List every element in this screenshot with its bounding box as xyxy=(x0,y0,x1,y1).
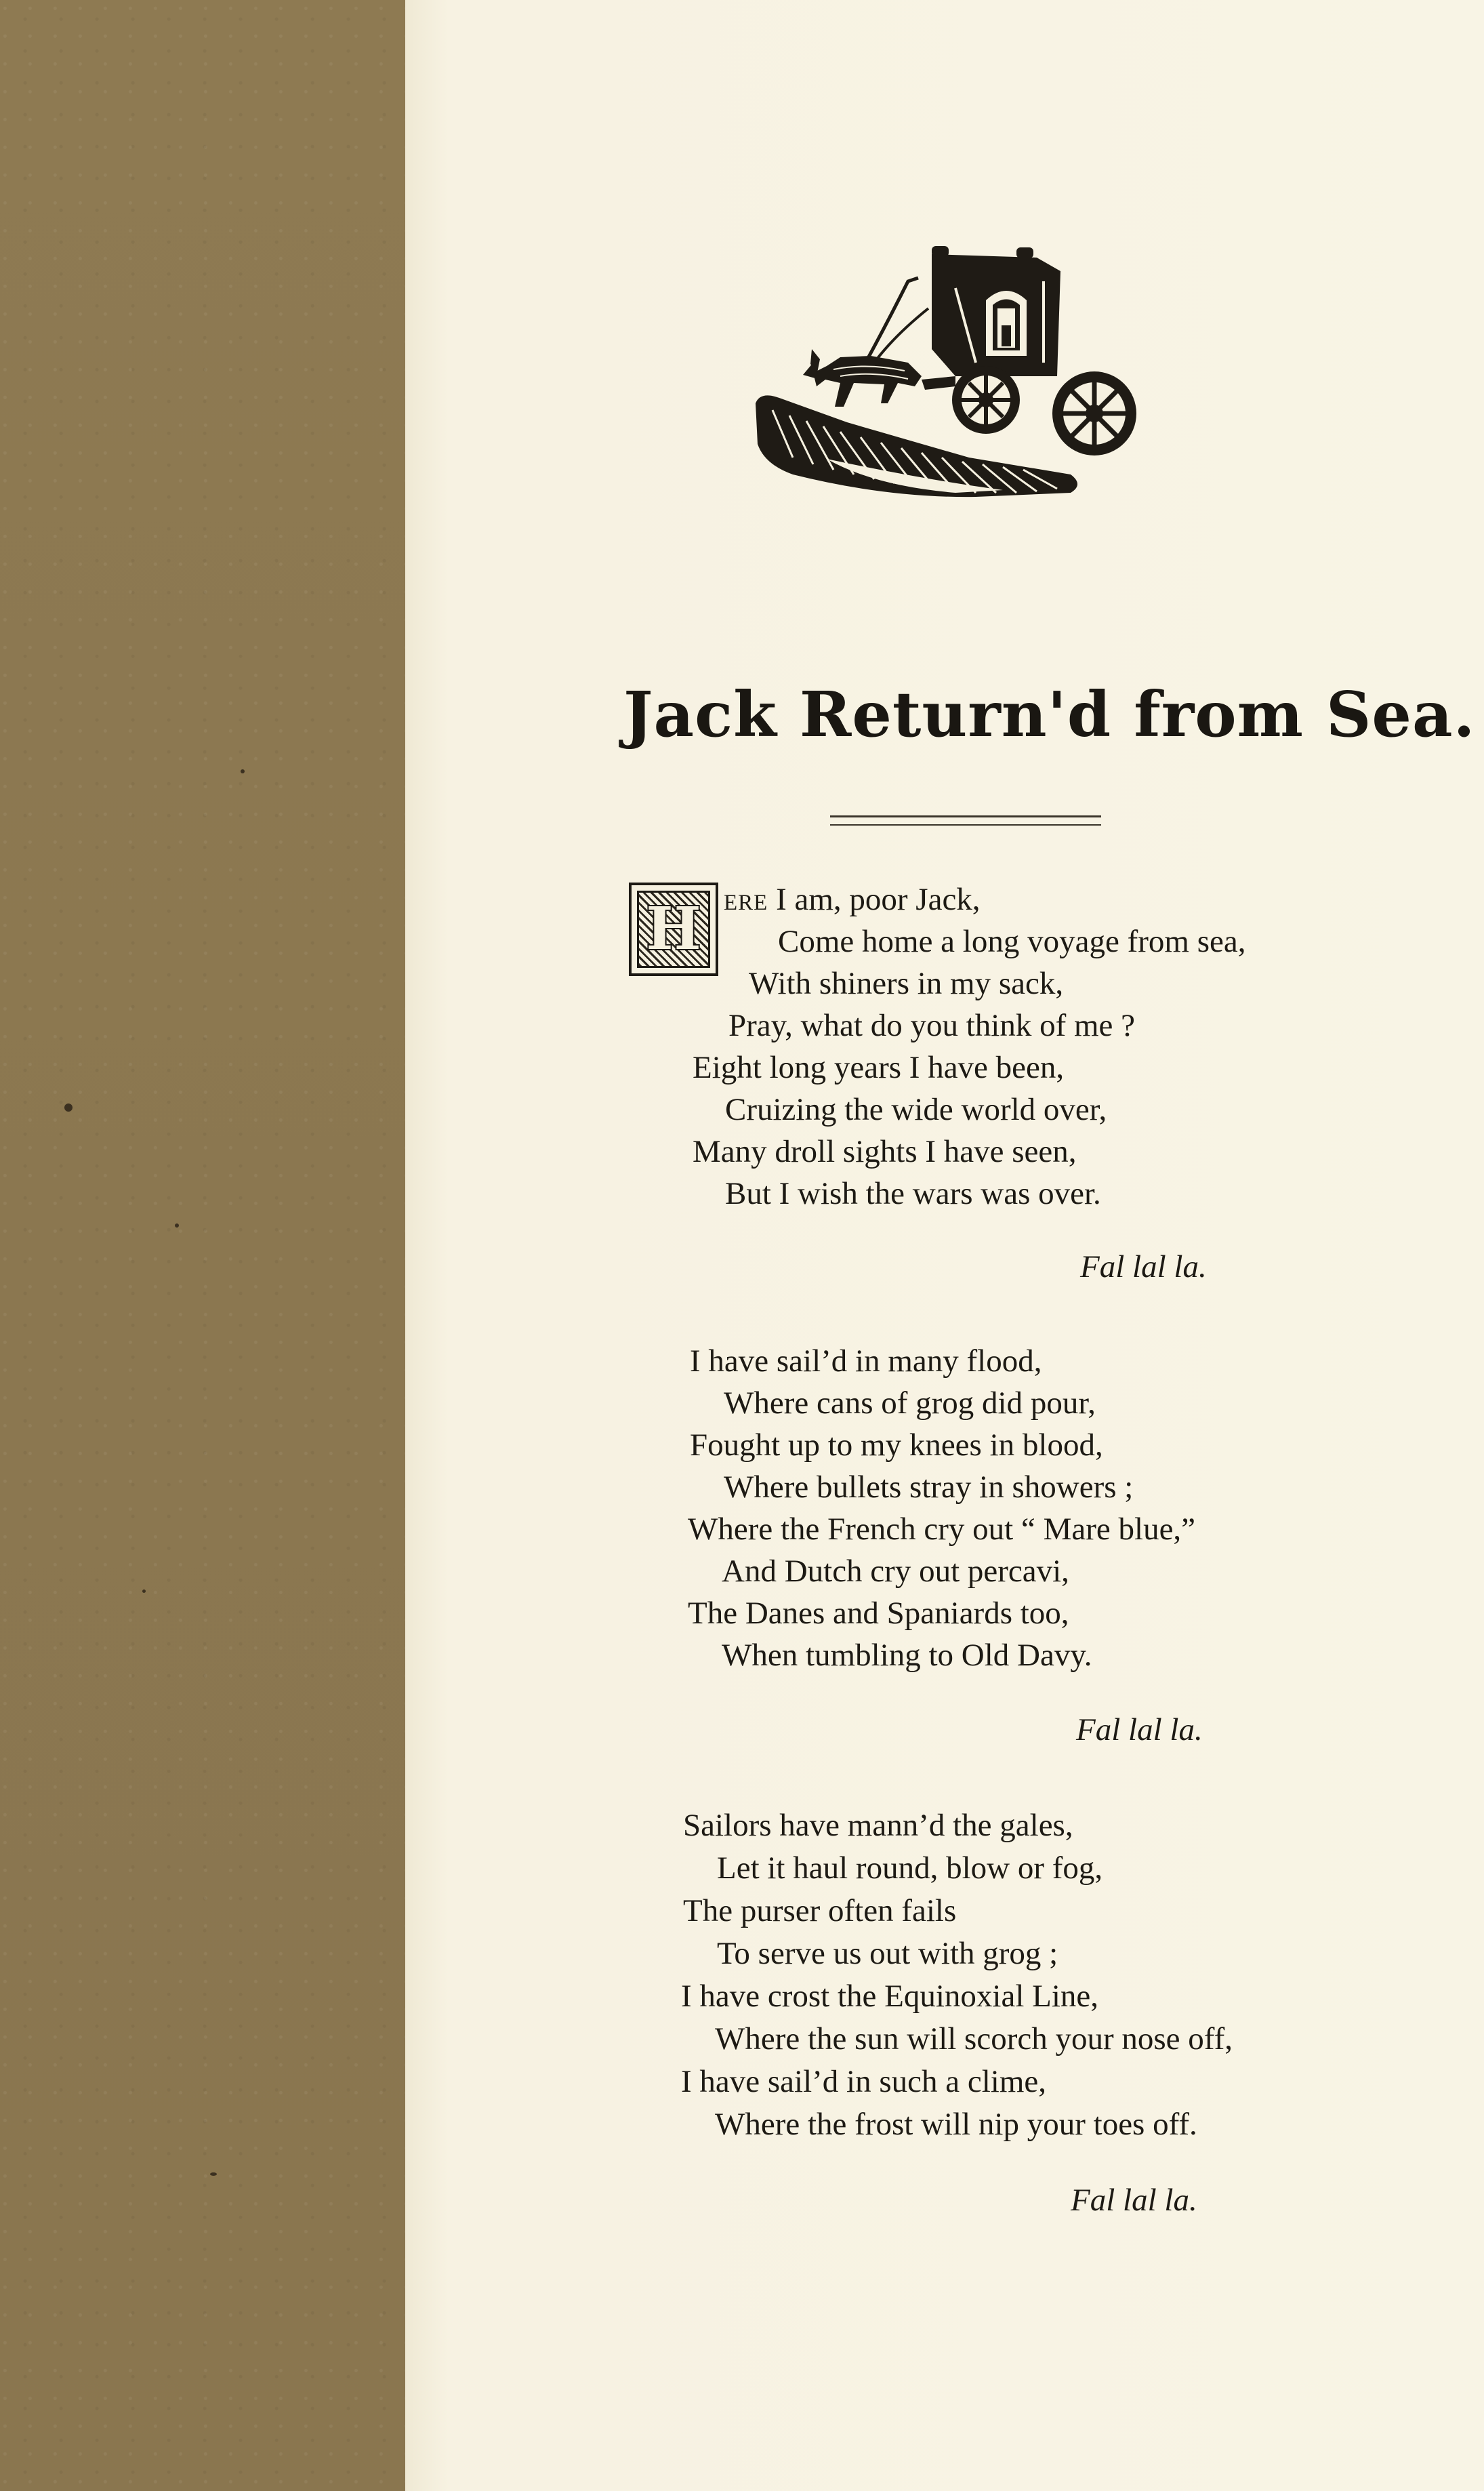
page-title: Jack Return'd from Sea. xyxy=(623,678,1476,751)
drop-cap-letter: H xyxy=(646,895,701,963)
poem-line: Eight long years I have been, xyxy=(693,1050,1065,1085)
poem-line: Where cans of grog did pour, xyxy=(724,1385,1096,1421)
poem-line: Where the sun will scorch your nose off, xyxy=(715,2021,1233,2057)
poem-line: Fought up to my knees in blood, xyxy=(690,1427,1103,1463)
paper-speck xyxy=(241,769,245,773)
poem-line: Where the frost will nip your toes off. xyxy=(715,2107,1197,2142)
refrain: Fal lal la. xyxy=(1071,2183,1197,2218)
paper-speck xyxy=(210,2172,217,2176)
paper-speck xyxy=(64,1103,73,1112)
title-divider xyxy=(830,815,1101,826)
poem-line: I have sail’d in many flood, xyxy=(690,1343,1042,1379)
poem-line: When tumbling to Old Davy. xyxy=(722,1638,1092,1673)
paper-speck xyxy=(142,1589,146,1593)
first-word-smallcaps: ere xyxy=(724,882,768,917)
poem-line xyxy=(724,884,981,916)
poem-line: To serve us out with grog ; xyxy=(717,1936,1058,1971)
poem-line: Cruizing the wide world over, xyxy=(725,1092,1107,1127)
first-line-rest: I am, poor Jack, xyxy=(768,882,981,917)
poem-line: Where the French cry out “ Mare blue,” xyxy=(688,1512,1196,1547)
poem-line: I have sail’d in such a clime, xyxy=(681,2064,1047,2099)
paper-speck xyxy=(175,1223,179,1228)
poem-line: Let it haul round, blow or fog, xyxy=(717,1850,1103,1886)
horse-drawn-coach-woodcut-icon xyxy=(752,241,1159,529)
poem-line: But I wish the wars was over. xyxy=(725,1176,1101,1211)
poem-line: Pray, what do you think of me ? xyxy=(728,1008,1136,1043)
poem-line: Many droll sights I have seen, xyxy=(693,1134,1077,1169)
drop-cap-initial xyxy=(629,883,718,976)
poem-line: The Danes and Spaniards too, xyxy=(688,1596,1069,1631)
poem-line: Come home a long voyage from sea, xyxy=(778,924,1246,959)
page-margin-strip xyxy=(0,0,405,2491)
refrain: Fal lal la. xyxy=(1080,1249,1207,1284)
poem-line: With shiners in my sack, xyxy=(749,966,1064,1001)
poem-line: I have crost the Equinoxial Line, xyxy=(681,1979,1099,2014)
poem-line: Where bullets stray in showers ; xyxy=(724,1470,1134,1505)
poem-line: The purser often fails xyxy=(683,1893,957,1928)
poem-line: Sailors have mann’d the gales, xyxy=(683,1808,1073,1843)
poem-line: And Dutch cry out percavi, xyxy=(722,1554,1069,1589)
refrain: Fal lal la. xyxy=(1076,1712,1203,1747)
